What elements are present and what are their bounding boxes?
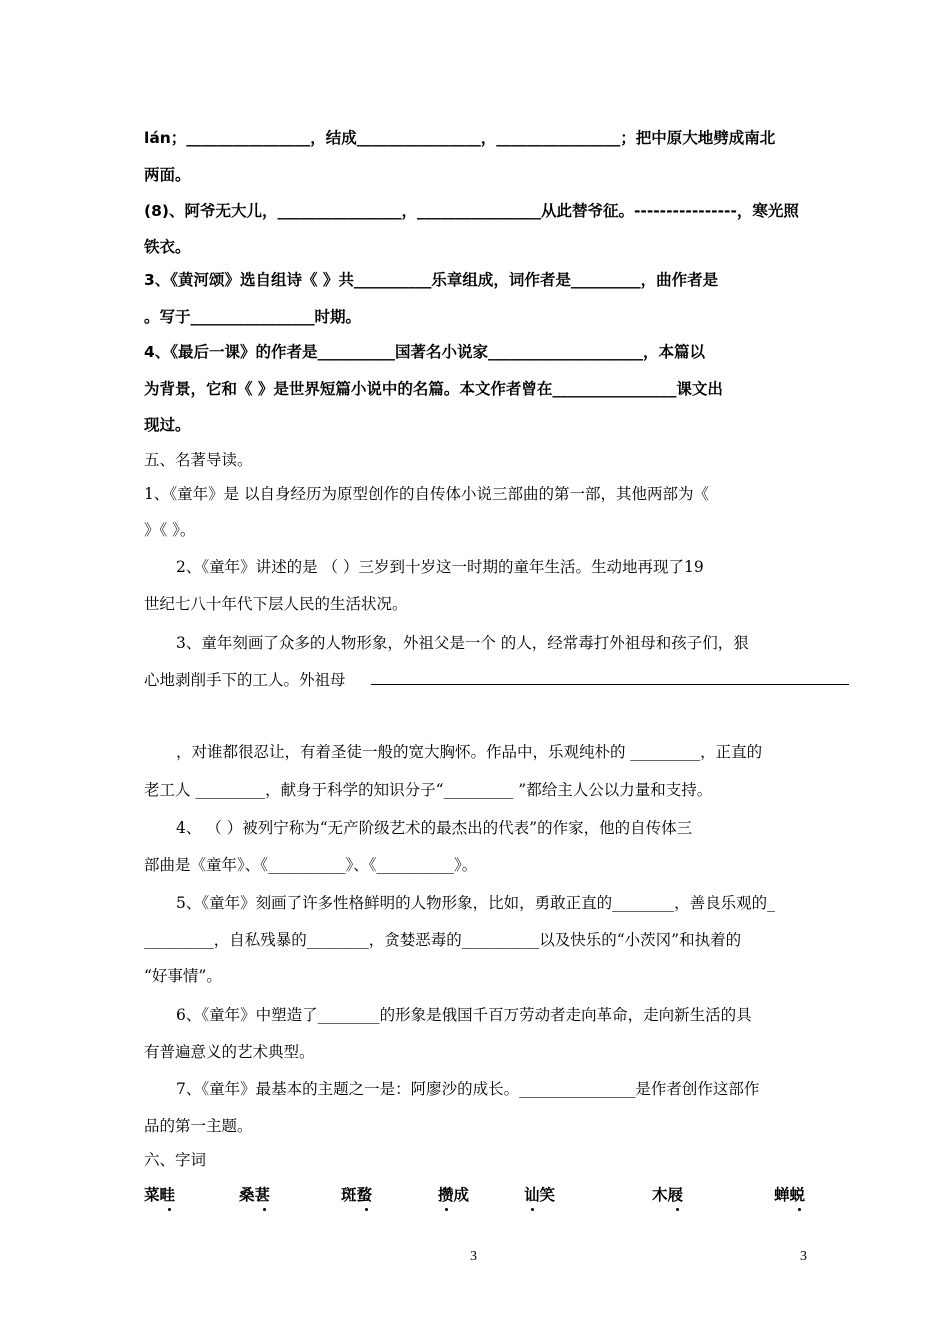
text-line: 3、童年刻画了众多的人物形象，外祖父是一个 的人，经常毒打外祖母和孩子们，狠: [176, 634, 749, 652]
emphasis-dot: [168, 1208, 171, 1211]
emphasis-dot: [365, 1208, 368, 1211]
text-line: 1、《童年》是 以自身经历为原型创作的自传体小说三部曲的第一部，其他两部为《: [144, 485, 710, 503]
text-line: 》《 》。: [144, 521, 196, 539]
vocabulary-word: 木屐: [652, 1184, 683, 1206]
text-line: 7、《童年》最基本的主题之一是：阿廖沙的成长。_______________是作者创作这部作: [176, 1080, 760, 1098]
vocabulary-word: 讪笑: [524, 1184, 555, 1206]
text-line: “好事情”。: [144, 967, 222, 985]
vocabulary-word: 斑蝥: [341, 1184, 372, 1206]
vocabulary-row: [144, 1184, 806, 1214]
page-number: 3: [800, 1249, 807, 1264]
answer-blank-line: [371, 684, 849, 685]
text-line: 4、《最后一课》的作者是__________国著名小说家____________________，本篇以: [144, 343, 706, 361]
text-line: 现过。: [144, 416, 191, 434]
text-line: lán；________________，结成________________，________________；把中原大地劈成南北: [144, 129, 776, 147]
vocabulary-word: 攒成: [438, 1184, 469, 1206]
text-line: 3、《黄河颂》选自组诗《 》共__________乐章组成，词作者是_________，曲作者是: [144, 271, 719, 289]
text-line: 4、 （ ）被列宁称为“无产阶级艺术的最杰出的代表”的作家，他的自传体三: [176, 819, 693, 837]
text-line: 5、《童年》刻画了许多性格鲜明的人物形象，比如，勇敢正直的________，善良乐观的_: [176, 894, 775, 912]
text-line: 两面。: [144, 166, 191, 184]
section-heading: 六、字词: [144, 1151, 207, 1169]
text-line: 部曲是《童年》、《__________》、《__________》。: [144, 856, 478, 874]
vocabulary-word: 桑葚: [239, 1184, 270, 1206]
vocabulary-word: 蝉蜕: [774, 1184, 805, 1206]
text-line: (8)、阿爷无大儿，________________，________________从此替爷征。----------------，寒光照: [144, 202, 799, 220]
emphasis-dot: [445, 1208, 448, 1211]
emphasis-dot: [531, 1208, 534, 1211]
text-line: 。写于________________时期。: [144, 308, 362, 326]
text-line: 6、《童年》中塑造了________的形象是俄国千百万劳动者走向革命，走向新生活的具: [176, 1006, 752, 1024]
emphasis-dot: [676, 1208, 679, 1211]
text-line: 世纪七八十年代下层人民的生活状况。: [144, 595, 408, 613]
text-line: 心地剥削手下的工人。外祖母: [144, 671, 346, 689]
section-heading: 五、名著导读。: [144, 451, 253, 469]
text-line: _________，自私残暴的________，贪婪恶毒的__________以及快乐的“小茨冈”和执着的: [144, 931, 742, 949]
emphasis-dot: [798, 1208, 801, 1211]
vocabulary-word: 菜畦: [144, 1184, 175, 1206]
text-line: 有普遍意义的艺术典型。: [144, 1043, 315, 1061]
text-line: 品的第一主题。: [144, 1117, 253, 1135]
text-line: 为背景，它和《 》是世界短篇小说中的名篇。本文作者曾在________________课文出: [144, 380, 723, 398]
emphasis-dot: [263, 1208, 266, 1211]
text-line: 铁衣。: [144, 238, 191, 256]
text-line: 2、《童年》讲述的是 （ ）三岁到十岁这一时期的童年生活。生动地再现了19: [176, 558, 704, 576]
text-line: ，对谁都很忍让，有着圣徒一般的宽大胸怀。作品中，乐观纯朴的 _________，正直的: [176, 743, 763, 761]
page-number: 3: [470, 1249, 477, 1264]
text-line: 老工人 _________，献身于科学的知识分子“_________ ”都给主人公以力量和支持。: [144, 781, 713, 799]
